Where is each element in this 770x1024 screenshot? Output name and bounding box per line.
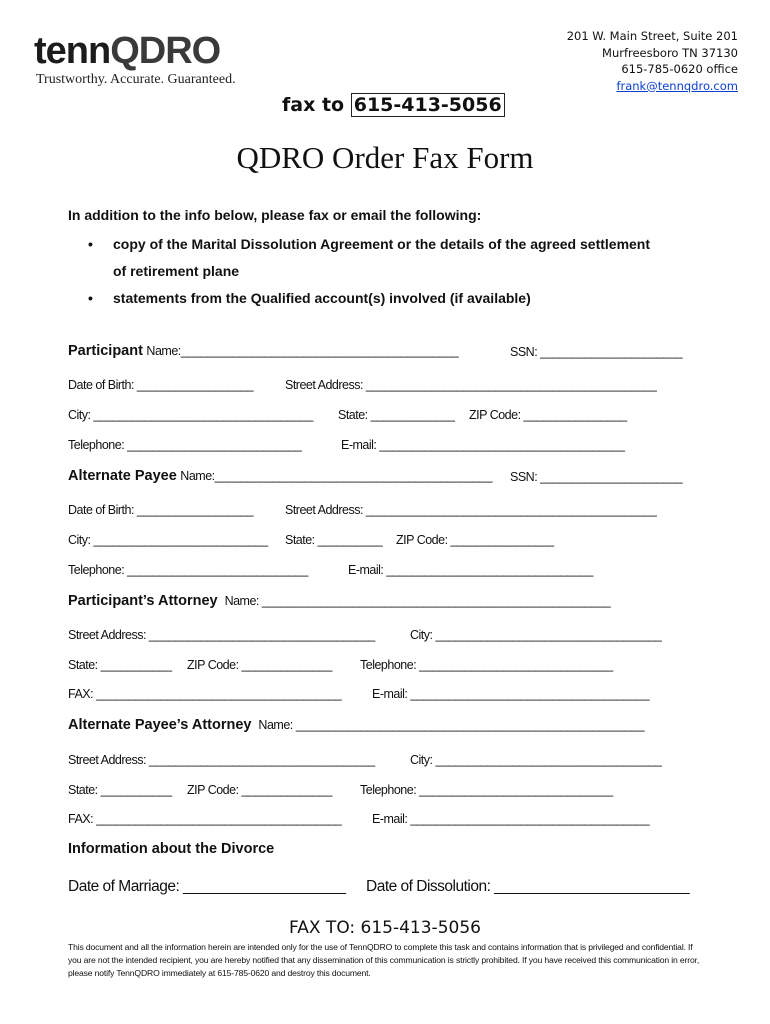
address-line-1: 201 W. Main Street, Suite 201 <box>566 29 738 43</box>
alternate-payee-attorney-name-row <box>68 717 644 733</box>
page-title: QDRO Order Fax Form <box>236 140 534 175</box>
date-of-dissolution-field[interactable]: Date of Dissolution: ________________________ <box>366 878 690 895</box>
participant-heading: Participant <box>68 343 143 359</box>
alternate-payee-attorney-email-field[interactable]: E-mail: _____________________________________ <box>372 812 650 826</box>
participant-attorney-state-field[interactable]: State: ___________ <box>68 658 172 672</box>
participant-dob-field[interactable]: Date of Birth: __________________ <box>68 378 254 392</box>
participant-city-field[interactable]: City: __________________________________ <box>68 408 313 422</box>
alternate-payee-ssn-field[interactable]: SSN: ______________________ <box>510 470 683 484</box>
participant-zip-field[interactable]: ZIP Code: ________________ <box>469 408 627 422</box>
participant-attorney-heading: Participant’s Attorney <box>68 593 218 609</box>
alternate-payee-name-field[interactable]: Name:___________________________________________ <box>180 469 493 483</box>
alternate-payee-attorney-fax-field[interactable]: FAX: ______________________________________ <box>68 812 342 826</box>
participant-attorney-fax-field[interactable]: FAX: ______________________________________ <box>68 687 342 701</box>
intro-text: In addition to the info below, please fax or email the following: <box>68 207 482 223</box>
participant-street-field[interactable]: Street Address: _____________________________________________ <box>285 378 657 392</box>
date-of-marriage-field[interactable]: Date of Marriage: ____________________ <box>68 878 346 895</box>
address-line-2: Murfreesboro TN 37130 <box>602 45 738 60</box>
alternate-payee-email-field[interactable]: E-mail: ________________________________ <box>348 563 593 577</box>
participant-attorney-email-field[interactable]: E-mail: _____________________________________ <box>372 687 650 701</box>
logo-tagline: Trustworthy. Accurate. Guaranteed. <box>36 72 236 87</box>
bullet-text: statements from the Qualified account(s) involved (if available) <box>113 290 531 306</box>
alternate-payee-heading: Alternate Payee <box>68 468 177 484</box>
contact-block <box>567 28 738 94</box>
fax-number: 615-413-5056 <box>351 93 505 117</box>
participant-email-field[interactable]: E-mail: ______________________________________ <box>341 438 625 452</box>
divorce-heading: Information about the Divorce <box>68 841 275 857</box>
alternate-payee-attorney-city-field[interactable]: City: ___________________________________ <box>410 753 662 767</box>
footer-fax: FAX TO: 615-413-5056 <box>289 918 481 938</box>
participant-attorney-city-field[interactable]: City: ___________________________________ <box>410 628 662 642</box>
bullet-text: copy of the Marital Dissolution Agreement or the details of the agreed settlement <box>113 236 651 252</box>
participant-attorney-street-field[interactable]: Street Address: ___________________________________ <box>68 628 375 642</box>
alternate-payee-attorney-zip-field[interactable]: ZIP Code: ______________ <box>187 783 332 797</box>
alternate-payee-dob-field[interactable]: Date of Birth: __________________ <box>68 503 254 517</box>
alternate-payee-name-row <box>68 468 492 484</box>
email-link[interactable]: frank@tennqdro.com <box>616 78 738 93</box>
fax-to-heading <box>282 94 505 116</box>
logo-word-tenn: tenn <box>34 30 111 72</box>
participant-telephone-field[interactable]: Telephone: ___________________________ <box>68 438 302 452</box>
alternate-payee-attorney-heading: Alternate Payee’s Attorney <box>68 717 252 733</box>
company-logo <box>34 30 252 92</box>
participant-attorney-name-field[interactable]: Name: ______________________________________________________ <box>224 594 611 608</box>
office-phone: 615-785-0620 office <box>621 62 738 76</box>
participant-attorney-telephone-field[interactable]: Telephone: ______________________________ <box>360 658 613 672</box>
alternate-payee-attorney-telephone-field[interactable]: Telephone: ______________________________ <box>360 783 613 797</box>
fax-prefix: fax to <box>282 94 351 116</box>
bullet-icon: • <box>88 236 93 252</box>
participant-name-field[interactable]: Name:___________________________________________ <box>146 344 459 358</box>
alternate-payee-telephone-field[interactable]: Telephone: ____________________________ <box>68 563 308 577</box>
confidentiality-disclaimer: This document and all the information herein are intended only for the use of TennQDRO to complete this task and contains information that is privileged and confidential. If you are not the intended recipient, you are hereby notified that any dissemination of this communication is strictly prohibited. If you have received this communication in error, please notify TennQDRO immediately at 615-785-0620 and destroy this document. <box>68 942 700 978</box>
logo-word-qdro: QDRO <box>110 30 221 72</box>
bullet-text: of retirement plane <box>113 263 240 279</box>
bullet-icon: • <box>88 290 93 306</box>
alternate-payee-attorney-name-field[interactable]: Name: ______________________________________________________ <box>258 718 645 732</box>
alternate-payee-city-field[interactable]: City: ___________________________ <box>68 533 268 547</box>
alternate-payee-attorney-street-field[interactable]: Street Address: ___________________________________ <box>68 753 375 767</box>
alternate-payee-state-field[interactable]: State: __________ <box>285 533 383 547</box>
participant-attorney-zip-field[interactable]: ZIP Code: ______________ <box>187 658 332 672</box>
alternate-payee-attorney-state-field[interactable]: State: ___________ <box>68 783 172 797</box>
logo-wordmark <box>34 30 220 73</box>
participant-name-row <box>68 343 458 359</box>
participant-state-field[interactable]: State: _____________ <box>338 408 455 422</box>
alternate-payee-street-field[interactable]: Street Address: _____________________________________________ <box>285 503 657 517</box>
participant-attorney-name-row <box>68 593 610 609</box>
alternate-payee-zip-field[interactable]: ZIP Code: ________________ <box>396 533 554 547</box>
participant-ssn-field[interactable]: SSN: ______________________ <box>510 345 683 359</box>
